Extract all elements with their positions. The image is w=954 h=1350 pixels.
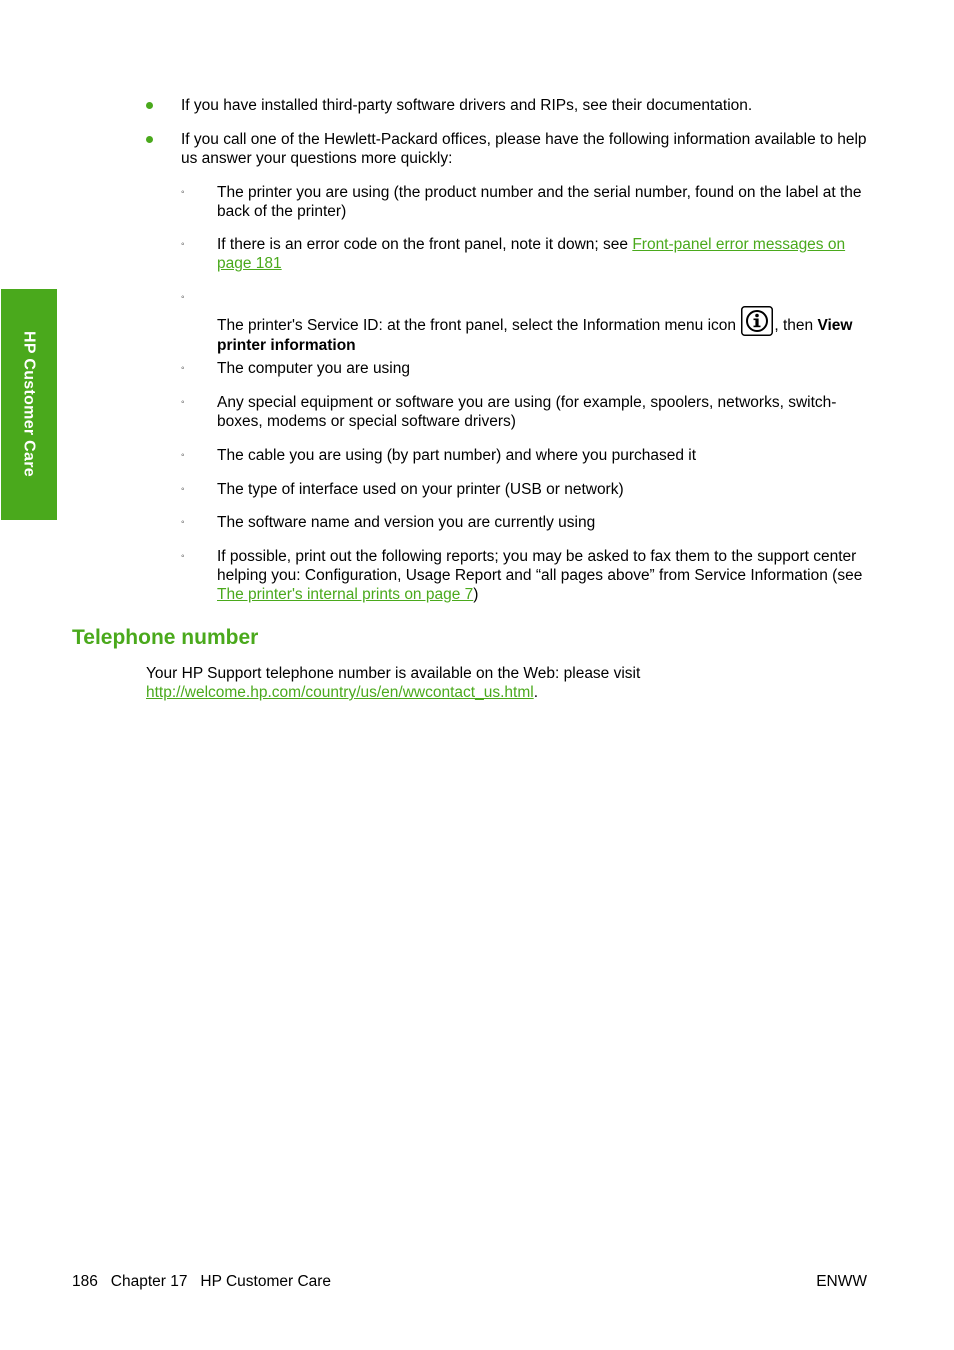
- bullet-ring-icon: ◦: [181, 397, 185, 408]
- front-panel-errors-link[interactable]: Front-panel error messages on page 181: [217, 236, 846, 272]
- sub-bullet-text: The printer you are using (the product number and the serial number, found on the label at the back of the printer): [217, 184, 862, 220]
- bullet-ring-icon: ◦: [181, 484, 185, 495]
- information-icon: [741, 306, 773, 336]
- reports-text: If possible, print out the following reports; you may be asked to fax them to the support center helping you: Configuration, Usage Report and “all pages above” from Service Information (see: [217, 548, 863, 584]
- bullet-ring-icon: ◦: [181, 517, 185, 528]
- sub-bullet-text: The type of interface used on your printer (USB or network): [217, 481, 624, 498]
- hp-contact-link[interactable]: http://welcome.hp.com/country/us/en/wwcontact_us.html: [146, 684, 534, 701]
- view-printer-info-label: View printer information: [217, 317, 853, 354]
- error-code-text: If there is an error code on the front panel, note it down; see: [217, 236, 633, 253]
- bullet-text: If you call one of the Hewlett-Packard offices, please have the following information available to help us answer your questions more quickly:: [181, 131, 867, 167]
- telephone-text: Your HP Support telephone number is available on the Web: please visit: [146, 665, 641, 682]
- bullet-dot-icon: [146, 102, 153, 109]
- sub-bullet-text: Any special equipment or software you are using (for example, spoolers, networks, switch-boxes, modems or special software drivers): [217, 394, 837, 430]
- sub-bullet-text: The software name and version you are currently using: [217, 514, 596, 531]
- reports-close-paren: ): [473, 586, 479, 603]
- sub-bullet-text: [217, 235, 871, 273]
- internal-prints-link[interactable]: The printer's internal prints on page 7: [217, 586, 474, 603]
- sub-bullet-text: [217, 306, 871, 355]
- bullet-text: If you have installed third-party software drivers and RIPs, see their documentation.: [181, 97, 753, 114]
- bullet-ring-icon: ◦: [181, 363, 185, 374]
- bullet-ring-icon: ◦: [181, 239, 185, 250]
- bullet-ring-icon: ◦: [181, 187, 185, 198]
- bullet-ring-icon: ◦: [181, 450, 185, 461]
- bullet-dot-icon: [146, 136, 153, 143]
- telephone-heading: Telephone number: [72, 626, 259, 649]
- footer-page-info: 186 Chapter 17 HP Customer Care: [72, 1273, 332, 1290]
- sub-bullet-text: The computer you are using: [217, 360, 410, 377]
- telephone-paragraph: [146, 664, 872, 702]
- side-tab: [1, 289, 57, 520]
- bullet-ring-icon: ◦: [181, 551, 185, 562]
- side-tab-label: HP Customer Care: [20, 331, 38, 477]
- sub-bullet-text: The cable you are using (by part number) and where you purchased it: [217, 447, 697, 464]
- sub-bullet-text: [217, 547, 871, 604]
- footer-locale: ENWW: [816, 1273, 867, 1290]
- service-id-then: , then: [774, 317, 818, 334]
- bullet-ring-icon: ◦: [181, 292, 185, 303]
- service-id-text: The printer's Service ID: at the front panel, select the Information menu icon: [217, 317, 741, 334]
- telephone-period: .: [533, 684, 538, 701]
